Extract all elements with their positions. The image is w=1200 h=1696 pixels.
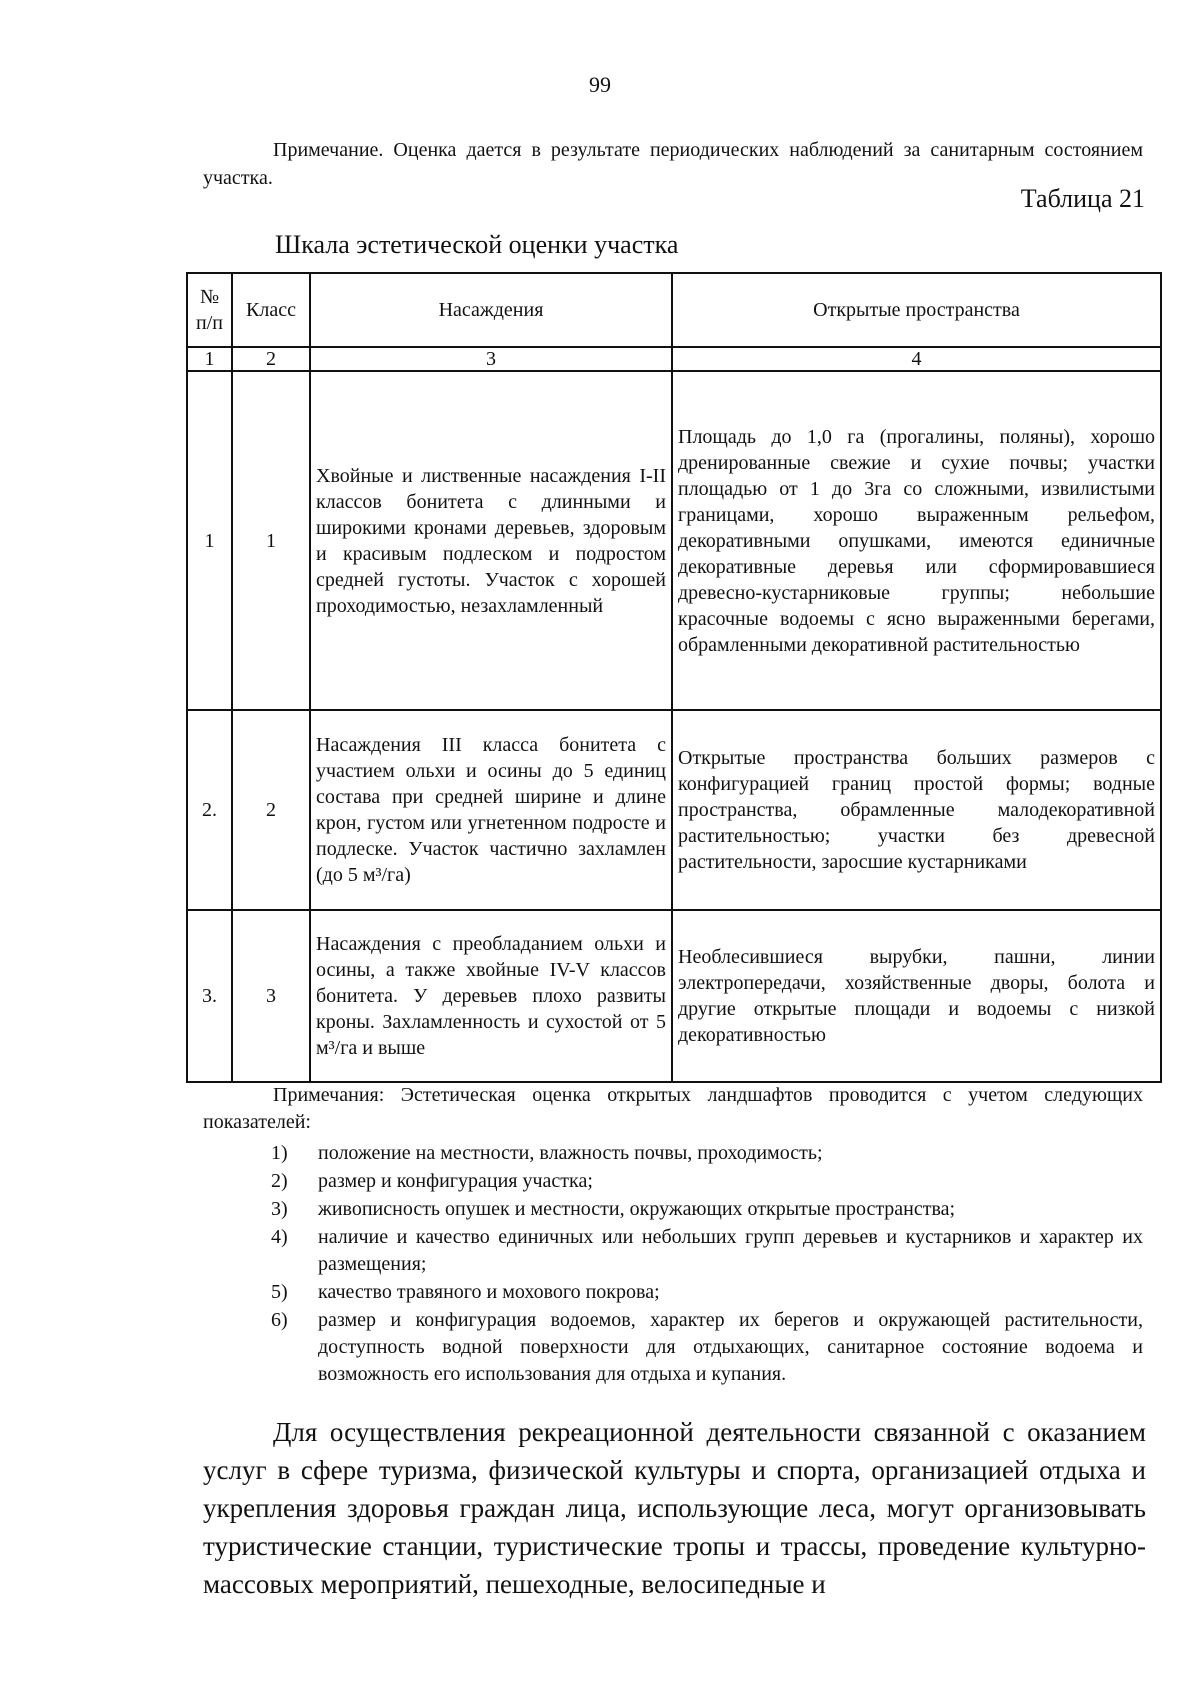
- body-paragraph: Для осуществления рекреационной деятельности связанной с оказанием услуг в сфере туризма, физической культуры и спорта, организацией отдыха и укрепления здоровья граждан лица, использующие леса, могут организовывать туристические станции, туристические тропы и трассы, проведение культурно-массовых мероприятий, пешеходные, велосипедные и: [203, 1417, 1146, 1599]
- page-number: 99: [589, 72, 611, 97]
- list-item: [203, 1224, 1143, 1278]
- top-note: Примечание. Оценка дается в результате периодических наблюдений за санитарным состоянием участка.: [203, 139, 1143, 189]
- list-item: [203, 1279, 1143, 1306]
- list-item: [203, 1196, 1143, 1223]
- aesthetic-scale-table: [186, 272, 1162, 1083]
- table-label: Таблица 21: [1020, 184, 1145, 213]
- list-item-text: качество травяного и мохового покрова;: [318, 1281, 660, 1303]
- header-plantings: Насаждения: [310, 273, 672, 347]
- list-marker: 2): [271, 1170, 288, 1192]
- list-marker: 6): [271, 1309, 288, 1331]
- row-class: 2: [232, 710, 310, 910]
- list-marker: 3): [271, 1198, 288, 1220]
- list-item-text: размер и конфигурация водоемов, характер их берегов и окружающей растительности, доступность водной поверхности для отдыхающих, санитарное состояние водоема и возможность его использования для отдыха и купания.: [318, 1309, 1143, 1385]
- row-class: 3: [232, 910, 310, 1082]
- list-item-text: размер и конфигурация участка;: [318, 1170, 593, 1192]
- notes-list: [203, 1140, 1143, 1388]
- row-plantings: Хвойные и лиственные насаждения I-II классов бонитета с длинными и широкими кронами деревьев, здоровым и красивым подлеском и подростом средней густоты. Участок с хорошей проходимостью, незахламленный: [310, 371, 672, 710]
- column-number: 3: [310, 347, 672, 371]
- row-open-spaces: Необлесившиеся вырубки, пашни, линии электропередачи, хозяйственные дворы, болота и другие открытые площади и водоемы с низкой декоративностью: [672, 910, 1161, 1082]
- list-item: [203, 1168, 1143, 1195]
- row-plantings: Насаждения III класса бонитета с участием ольхи и осины до 5 единиц состава при средней ширине и длине крон, густом или угнетенном подросте и подлеске. Участок частично захламлен (до 5 м³/га): [310, 710, 672, 910]
- list-item: [203, 1307, 1143, 1388]
- row-plantings: Насаждения с преобладанием ольхи и осины, а также хвойные IV-V классов бонитета. У деревьев плохо развиты кроны. Захламленность и сухостой от 5 м³/га и выше: [310, 910, 672, 1082]
- table-row: [187, 710, 1161, 910]
- table-row: [187, 910, 1161, 1082]
- row-number: 3.: [187, 910, 232, 1082]
- row-open-spaces: Открытые пространства больших размеров с конфигурацией границ простой формы; водные пространства, обрамленные малодекоративной растительностью; участки без древесной растительности, заросшие кустарниками: [672, 710, 1161, 910]
- list-marker: 4): [271, 1226, 288, 1248]
- column-number: 2: [232, 347, 310, 371]
- list-marker: 1): [271, 1142, 288, 1164]
- list-item-text: наличие и качество единичных или небольших групп деревьев и кустарников и характер их размещения;: [318, 1226, 1143, 1275]
- table-header-row: [187, 273, 1161, 347]
- row-number: 2.: [187, 710, 232, 910]
- list-item: [203, 1140, 1143, 1167]
- row-open-spaces: Площадь до 1,0 га (прогалины, поляны), хорошо дренированные свежие и сухие почвы; участки площадью от 1 до 3га со сложными, извилистыми границами, хорошо выраженным рельефом, декоративными опушками, имеются единичные декоративные деревья или сформировавшиеся древесно-кустарниковые группы; небольшие красочные водоемы с ясно выраженными берегами, обрамленными декоративной растительностью: [672, 371, 1161, 710]
- row-class: 1: [232, 371, 310, 710]
- list-marker: 5): [271, 1281, 288, 1303]
- table-row: [187, 371, 1161, 710]
- header-open-spaces: Открытые пространства: [672, 273, 1161, 347]
- column-number-row: [187, 347, 1161, 371]
- header-number: № п/п: [187, 273, 232, 347]
- row-number: 1: [187, 371, 232, 710]
- header-class: Класс: [232, 273, 310, 347]
- table-title: Шкала эстетической оценки участка: [275, 230, 679, 259]
- list-item-text: положение на местности, влажность почвы, проходимость;: [318, 1142, 823, 1164]
- column-number: 1: [187, 347, 232, 371]
- list-item-text: живописность опушек и местности, окружающих открытые пространства;: [318, 1198, 956, 1220]
- notes-section: [203, 1082, 1143, 1389]
- column-number: 4: [672, 347, 1161, 371]
- notes-intro: Примечания: Эстетическая оценка открытых ландшафтов проводится с учетом следующих показателей:: [203, 1084, 1143, 1133]
